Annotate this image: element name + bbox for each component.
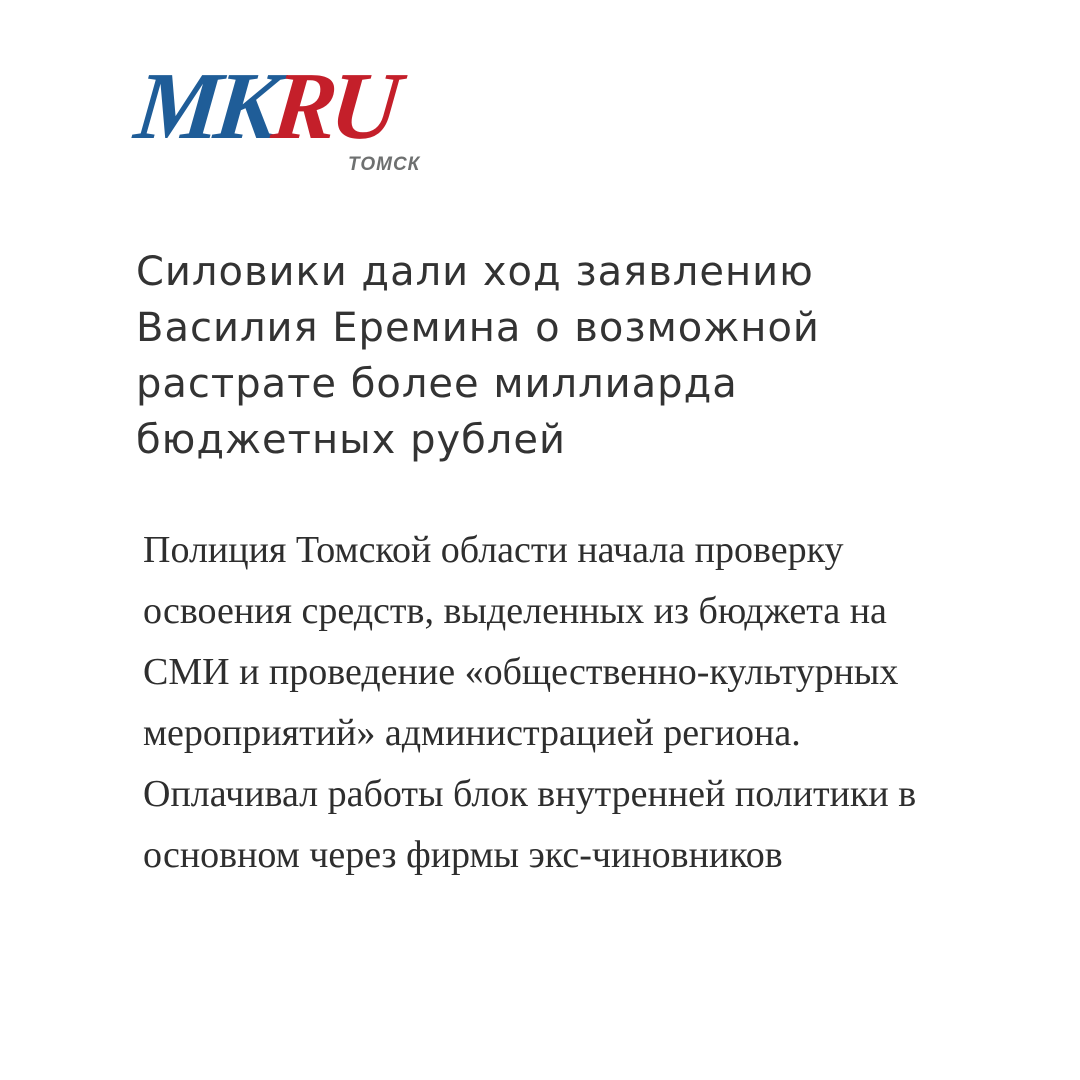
mk-ru-logo — [130, 52, 436, 178]
logo-ru: RU — [267, 52, 401, 159]
logo-mk: MK — [130, 52, 280, 159]
article-lead: Полиция Томской области начала проверку освоения средств, выделенных из бюджета на СМИ и проведение «общественно-культурных мероприятий» администрацией региона. Оплачивал работы блок внутренней политики в основном через фирмы экс-чиновников — [143, 529, 917, 876]
logo-wordmark — [130, 52, 401, 159]
logo-city: ТОМСК — [348, 154, 421, 175]
headline: Силовики дали ход заявлению Василия Еремина о возможной растрате более миллиарда бюджетных рублей — [136, 249, 820, 463]
